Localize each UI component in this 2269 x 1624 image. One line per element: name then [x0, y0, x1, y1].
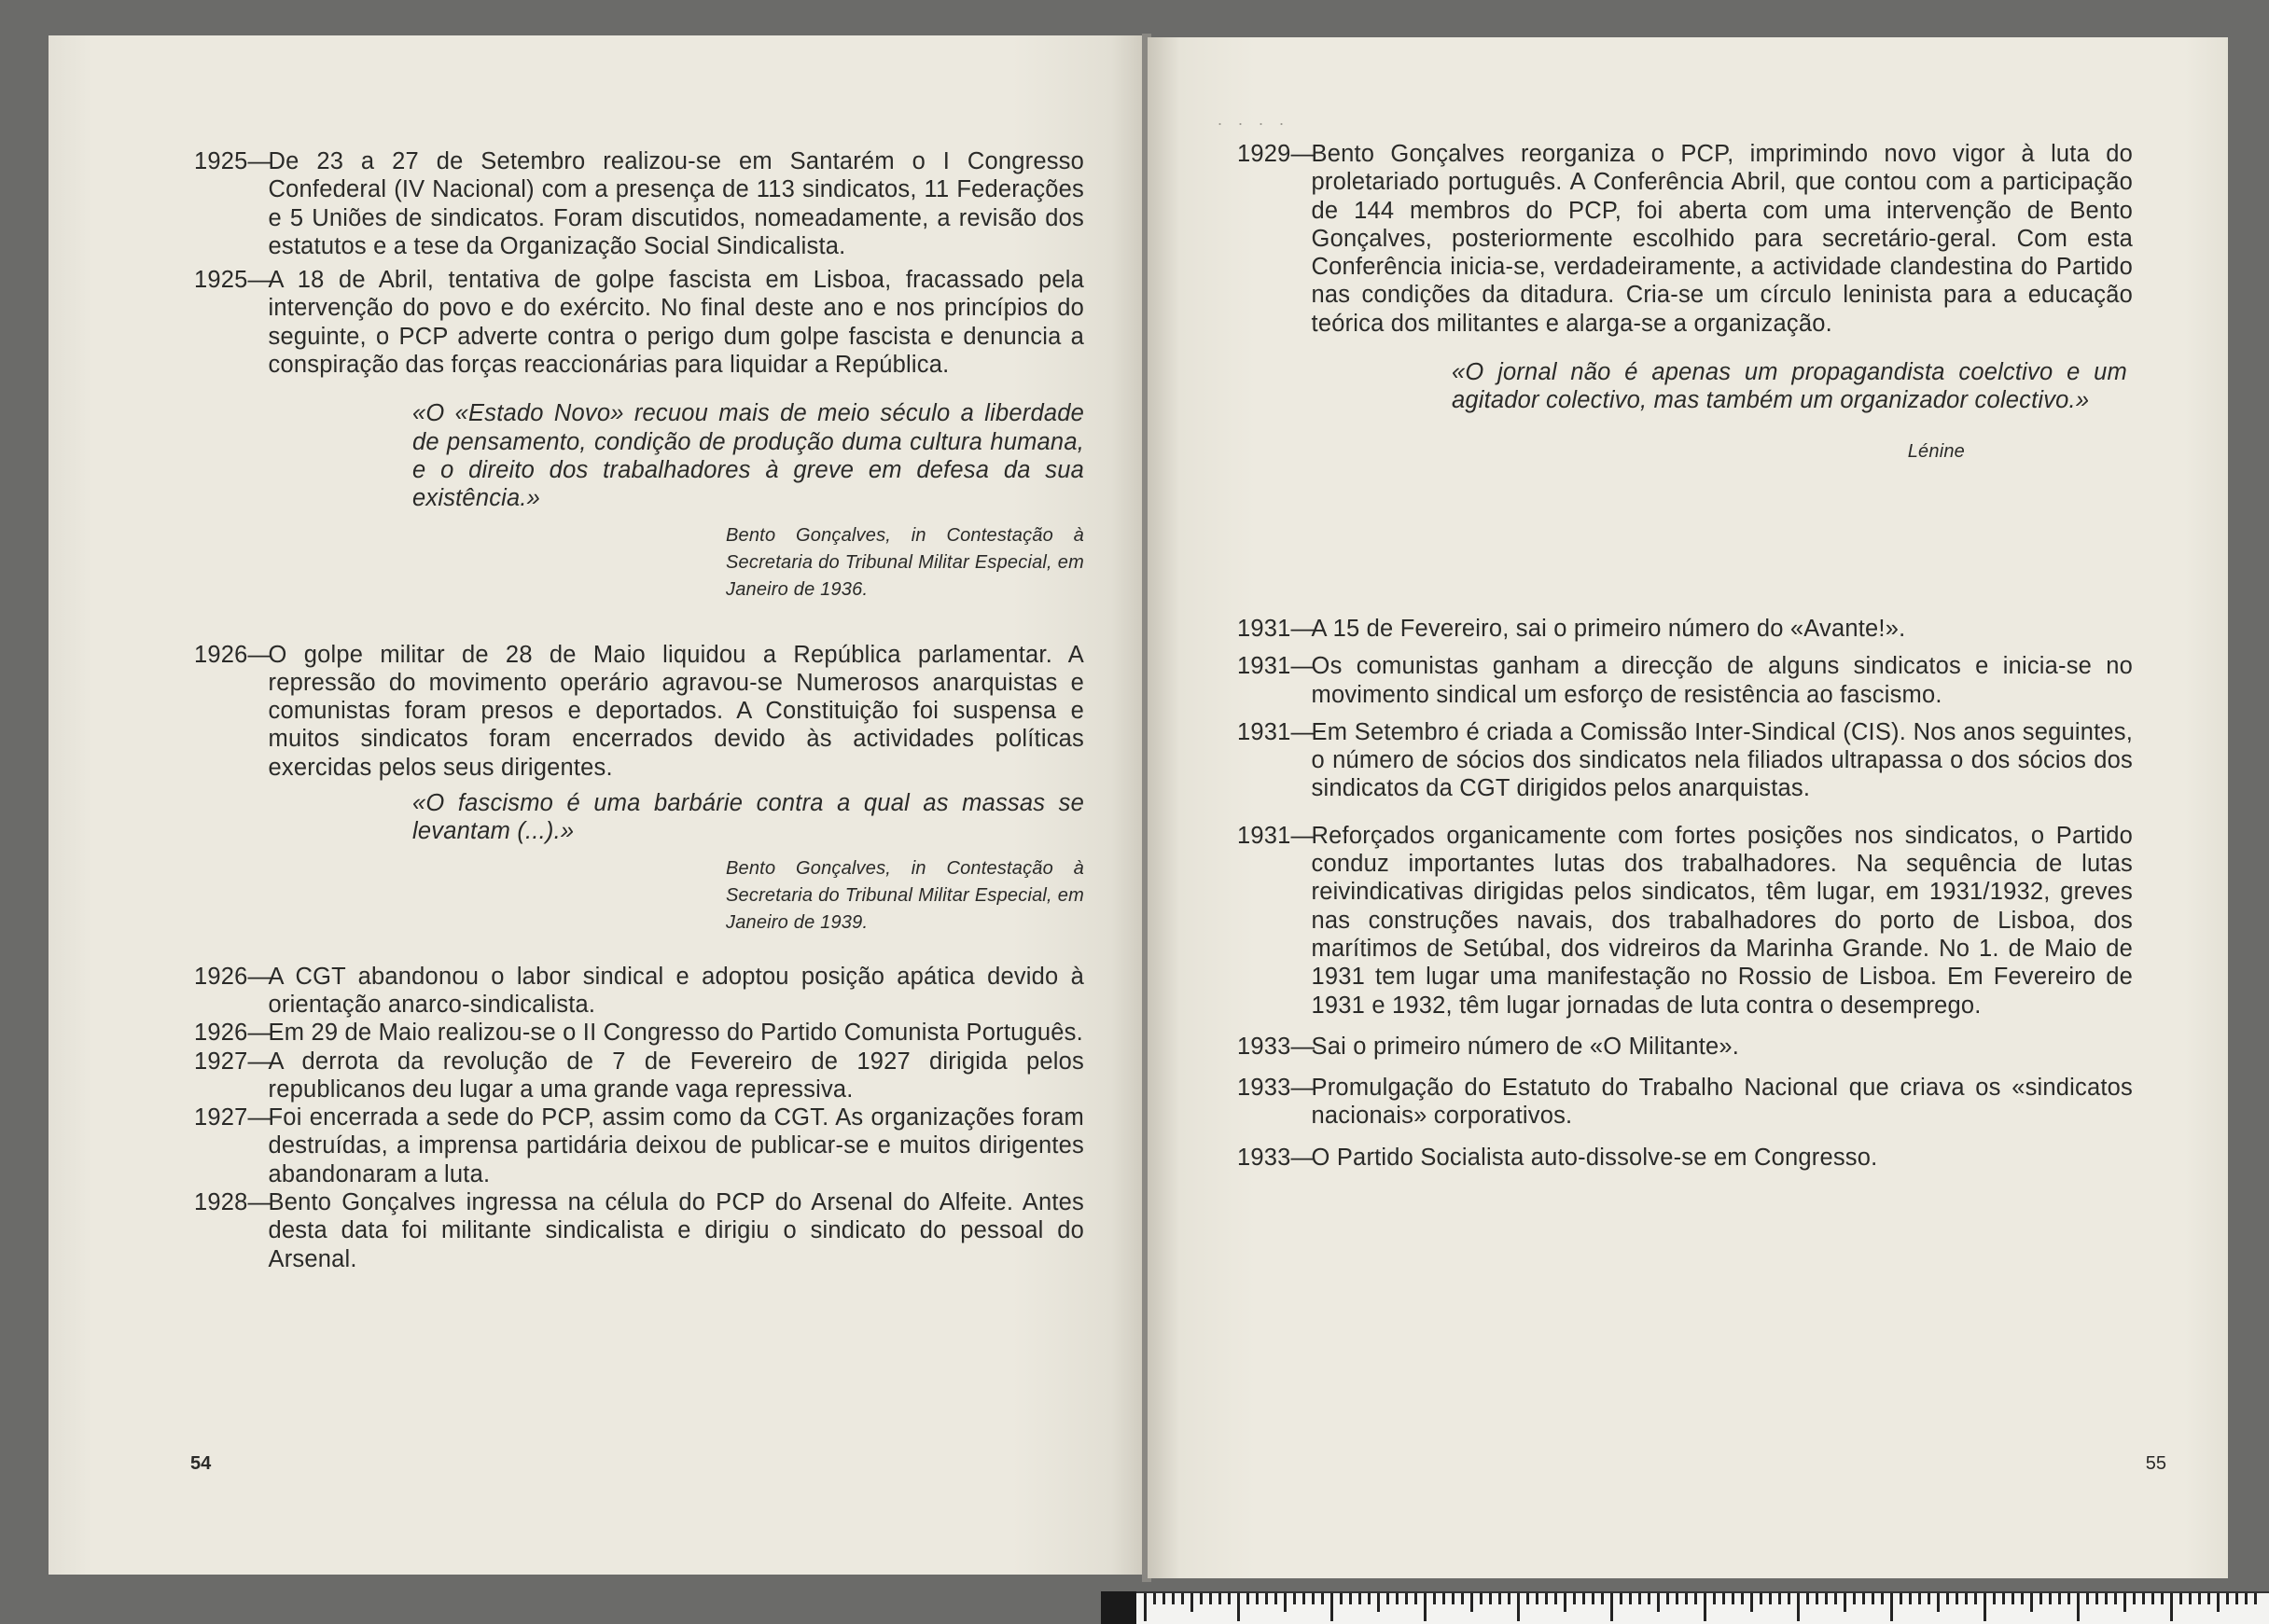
ruler-tick [1442, 1593, 1445, 1604]
quote: «O fascismo é uma barbárie contra a qual as massas se levantam (...).» [412, 790, 1084, 845]
ruler-tick [1900, 1593, 1902, 1604]
ruler-tick [2217, 1593, 2220, 1612]
entry-text: Promulgação do Estatuto do Trabalho Nacional que criava os «sindicatos nacionais» corporativos. [1311, 1075, 2133, 1130]
ruler-tick [2142, 1593, 2145, 1604]
ruler-tick [1573, 1593, 1576, 1604]
ruler-tick [1312, 1593, 1315, 1604]
timeline-entry [194, 1188, 1084, 1273]
ruler-tick [1890, 1593, 1893, 1621]
timeline-entry [194, 1019, 1084, 1047]
timeline-entry [194, 1048, 1084, 1104]
ruler-tick [1349, 1593, 1352, 1604]
ruler-tick [1881, 1593, 1884, 1604]
ruler-tick [1508, 1593, 1510, 1604]
ruler-tick [1825, 1593, 1828, 1604]
ruler-tick [2254, 1593, 2257, 1604]
left-page [49, 35, 1144, 1575]
ruler-tick [1909, 1593, 1912, 1604]
ruler-tick [1713, 1593, 1716, 1604]
timeline-entry [1237, 140, 2133, 338]
ruler-tick [1806, 1593, 1809, 1604]
ruler-tick [1153, 1593, 1156, 1604]
quote: «O jornal não é apenas um propagandista coelctivo e um agitador colectivo, mas também um organizador colectivo.» [1452, 359, 2127, 414]
entry-year: 1927 [194, 1048, 248, 1075]
timeline-entry [194, 266, 1084, 379]
ruler-tick [1172, 1593, 1175, 1604]
ruler-tick [1181, 1593, 1184, 1604]
ruler-tick [1928, 1593, 1930, 1604]
quote: «O «Estado Novo» recuou mais de meio século a liberdade de pensamento, condição de produção duma cultura humana, e o direito dos trabalhadores à greve em defesa da sua existência.» [412, 400, 1084, 512]
entry-dash: — [247, 1104, 272, 1131]
ruler-tick [1610, 1593, 1613, 1621]
ruler-tick [1162, 1593, 1165, 1604]
ruler-tick [1564, 1593, 1566, 1612]
entry-year: 1931 [1237, 718, 1291, 745]
timeline-entry [1237, 718, 2133, 803]
ruler-tick [2021, 1593, 2024, 1604]
entry-text: Reforçados organicamente com fortes posições nos sindicatos, o Partido conduz importantes lutas dos trabalhadores. Na sequência de lutas reivindicativas dirigidas pelos sindicatos, têm lugar, em 1931/1932, greves nas construções navais, dos trabalhadores do porto de Lisboa, dos marítimos de Setúbal, dos vidreiros da Marinha Grande. No 1. de Maio de 1931 tem lugar uma manifestação no Rossio de Lisboa. Em Fevereiro de 1931 e 1932, têm lugar jornadas de luta contra o desemprego. [1311, 822, 2133, 1019]
ruler-tick [2105, 1593, 2108, 1604]
timeline-entry [194, 1103, 1084, 1188]
ruler-tick [1470, 1593, 1473, 1612]
entry-year: 1933 [1237, 1075, 1291, 1102]
ruler-tick [1629, 1593, 1632, 1604]
entry-year: 1926 [194, 1020, 248, 1047]
ruler-tick [1946, 1593, 1949, 1604]
ruler-tick [1797, 1593, 1800, 1621]
ruler-tick [1778, 1593, 1781, 1604]
ruler-tick [2189, 1593, 2192, 1604]
ruler-tick [2245, 1593, 2248, 1604]
ruler-tick [1293, 1593, 1296, 1604]
ruler-tick [2123, 1593, 2126, 1612]
ruler-tick [2058, 1593, 2061, 1604]
ruler-tick [1489, 1593, 1492, 1604]
entry-year: 1926 [194, 641, 248, 668]
entry-dash: — [247, 1048, 272, 1075]
scan-ruler [1136, 1591, 2269, 1624]
ruler-tick [1620, 1593, 1622, 1604]
ruler-tick [2077, 1593, 2080, 1621]
ruler-tick [1246, 1593, 1249, 1604]
ruler-tick [1676, 1593, 1678, 1604]
ruler-tick [1582, 1593, 1585, 1604]
ruler-tick [1144, 1593, 1147, 1621]
ruler-tick [1545, 1593, 1548, 1604]
ruler-tick [1237, 1593, 1240, 1621]
quote-source: Bento Gonçalves, in Contestação à Secretaria do Tribunal Militar Especial, em Janeiro de 1936. [726, 524, 1084, 600]
entry-text: Os comunistas ganham a direcção de alguns sindicatos e inicia-se no movimento sindical um esforço de resistência ao fascismo. [1311, 653, 2133, 708]
entry-text: O Partido Socialista auto-dissolve-se em Congresso. [1311, 1144, 1878, 1171]
entry-dash: — [247, 1189, 272, 1216]
ruler-tick [1526, 1593, 1529, 1604]
ruler-tick [1592, 1593, 1594, 1604]
ruler-tick [1844, 1593, 1846, 1612]
entry-dash: — [247, 148, 272, 174]
ruler-tick [2198, 1593, 2201, 1604]
page-number: 54 [190, 1453, 212, 1474]
entry-year: 1933 [1237, 1033, 1291, 1060]
ruler-tick [1732, 1593, 1734, 1604]
ruler-tick [1853, 1593, 1856, 1604]
scan-scale-bar [1101, 1591, 1138, 1624]
right-page-column [1237, 140, 2133, 1177]
quote-source: Lénine [1907, 440, 1965, 462]
ruler-tick [1480, 1593, 1483, 1604]
entry-dash: — [1290, 1033, 1315, 1060]
ruler-tick [1330, 1593, 1333, 1621]
entry-text: Bento Gonçalves reorganiza o PCP, imprimindo novo vigor à luta do proletariado português. A Conferência Abril, que contou com a participação de 144 membros do PCP, foi aberta com uma intervenção de Bento Gonçalves, posteriormente escolhido para secretário-geral. Com esta Conferência inicia-se, verdadeiramente, a actividade clandestina do Partido nas condições da ditadura. Cria-se um círculo leninista para a educação teórica dos militantes e alarga-se a organização. [1311, 141, 2133, 337]
ruler-tick [2067, 1593, 2070, 1604]
ruler-tick [1209, 1593, 1212, 1604]
ruler-tick [1638, 1593, 1641, 1604]
ruler-tick [1760, 1593, 1762, 1604]
entry-text: Em 29 de Maio realizou-se o II Congresso do Partido Comunista Português. [268, 1020, 1083, 1047]
entry-year: 1927 [194, 1104, 248, 1131]
entry-year: 1929 [1237, 141, 1291, 167]
entry-dash: — [1290, 1144, 1315, 1171]
ruler-tick [2207, 1593, 2210, 1604]
ruler-tick [1321, 1593, 1324, 1604]
ruler-tick [2030, 1593, 2033, 1612]
ruler-tick [1536, 1593, 1538, 1604]
ruler-tick [1302, 1593, 1305, 1604]
ruler-tick [2095, 1593, 2098, 1604]
entry-year: 1933 [1237, 1144, 1291, 1171]
timeline-entry [194, 641, 1084, 782]
ruler-tick [1657, 1593, 1660, 1612]
entry-text: Foi encerrada a sede do PCP, assim como da CGT. As organizações foram destruídas, a imprensa partidária deixou de publicar-se e muitos dirigentes abandonaram a luta. [268, 1104, 1084, 1187]
timeline-entry [194, 963, 1084, 1020]
ruler-tick [2011, 1593, 2014, 1604]
ruler-tick [1405, 1593, 1408, 1604]
ruler-tick [1741, 1593, 1744, 1604]
entry-dash: — [247, 267, 272, 294]
ruler-tick [1200, 1593, 1203, 1604]
entry-text: De 23 a 27 de Setembro realizou-se em Santarém o I Congresso Confederal (IV Nacional) com a presença de 113 sindicatos, 11 Federações e 5 Uniões de sindicatos. Foram discutidos, nomeadamente, a revisão dos estatutos e a tese da Organização Social Sindicalista. [268, 148, 1084, 259]
ruler-tick [1284, 1593, 1287, 1612]
ruler-tick [1265, 1593, 1268, 1604]
ruler-tick [2161, 1593, 2164, 1604]
entry-year: 1931 [1237, 615, 1291, 642]
ruler-tick [1769, 1593, 1772, 1604]
entry-text: Em Setembro é criada a Comissão Inter-Sindical (CIS). Nos anos seguintes, o número de sócios dos sindicatos nela filiados ultrapassa o dos sócios dos sindicatos da CGT dirigidos pelos anarquistas. [1311, 718, 2133, 802]
ruler-tick [2039, 1593, 2042, 1604]
entry-text: O golpe militar de 28 de Maio liquidou a República parlamentar. A repressão do movimento operário agravou-se Numerosos anarquistas e comunistas foram presos e deportados. A Constituição foi suspensa e muitos sindicatos foram encerrados devido às actividades políticas exercidas pelos seus dirigentes. [268, 641, 1084, 781]
entry-dash: — [1290, 615, 1315, 642]
ruler-tick [1498, 1593, 1501, 1604]
ruler-tick [2049, 1593, 2052, 1604]
entry-text: A CGT abandonou o labor sindical e adoptou posição apática devido à orientação anarco-sindicalista. [268, 963, 1084, 1018]
entry-dash: — [247, 641, 272, 668]
entry-year: 1926 [194, 963, 248, 990]
entry-dash: — [1290, 1075, 1315, 1102]
ruler-tick [2086, 1593, 2089, 1604]
ruler-tick [1190, 1593, 1193, 1612]
ruler-tick [1368, 1593, 1371, 1604]
ruler-tick [1956, 1593, 1958, 1604]
ruler-tick [1974, 1593, 1977, 1604]
ruler-tick [1862, 1593, 1865, 1604]
faint-dots: . . . . [1218, 110, 1290, 129]
ruler-tick [1554, 1593, 1557, 1604]
entry-dash: — [1290, 822, 1315, 849]
ruler-tick [1834, 1593, 1837, 1604]
ruler-tick [2235, 1593, 2238, 1604]
ruler-tick [1274, 1593, 1277, 1604]
ruler-tick [1704, 1593, 1706, 1621]
ruler-tick [1648, 1593, 1650, 1604]
entry-year: 1928 [194, 1189, 248, 1216]
ruler-tick [1414, 1593, 1417, 1604]
ruler-tick [1666, 1593, 1669, 1604]
ruler-tick [1965, 1593, 1968, 1604]
entry-year: 1931 [1237, 653, 1291, 680]
ruler-tick [2133, 1593, 2136, 1604]
ruler-tick [1461, 1593, 1464, 1604]
entry-text: A 18 de Abril, tentativa de golpe fascista em Lisboa, fracassado pela intervenção do povo e do exército. No final deste ano e nos princípios do seguinte, o PCP adverte contra o perigo dum golpe fascista e denuncia a conspiração das forças reaccionárias para liquidar a República. [268, 267, 1084, 379]
ruler-tick [1601, 1593, 1604, 1604]
entry-text: Bento Gonçalves ingressa na célula do PCP do Arsenal do Alfeite. Antes desta data foi militante sindicalista e dirigiu o sindicato do pessoal do Arsenal. [268, 1189, 1084, 1272]
ruler-tick [1218, 1593, 1221, 1604]
entry-dash: — [1290, 141, 1315, 167]
ruler-tick [1228, 1593, 1231, 1604]
timeline-entry [1237, 1033, 2133, 1061]
entry-year: 1925 [194, 148, 248, 174]
entry-text: A 15 de Fevereiro, sai o primeiro número do «Avante!». [1311, 615, 1906, 642]
timeline-entry [194, 147, 1084, 260]
ruler-tick [1685, 1593, 1688, 1604]
ruler-tick [1694, 1593, 1697, 1604]
ruler-tick [1424, 1593, 1427, 1621]
entry-dash: — [1290, 718, 1315, 745]
page-number: 55 [2145, 1453, 2166, 1474]
ruler-tick [1396, 1593, 1399, 1604]
ruler-tick [1993, 1593, 1996, 1604]
ruler-tick [1256, 1593, 1259, 1604]
ruler-tick [2151, 1593, 2154, 1604]
ruler-tick [1937, 1593, 1940, 1612]
ruler-tick [1386, 1593, 1389, 1604]
entry-year: 1931 [1237, 822, 1291, 849]
ruler-tick [2179, 1593, 2182, 1604]
ruler-tick [1517, 1593, 1520, 1621]
timeline-entry [1237, 615, 2133, 643]
timeline-entry [1237, 1074, 2133, 1131]
quote-source: Bento Gonçalves, in Contestação à Secretaria do Tribunal Militar Especial, em Janeiro de 1939. [726, 857, 1084, 933]
right-page [1148, 37, 2228, 1578]
left-page-column [194, 147, 1084, 1273]
ruler-tick [1722, 1593, 1725, 1604]
timeline-entry [1237, 1144, 2133, 1172]
timeline-entry [1237, 822, 2133, 1020]
timeline-entry [1237, 652, 2133, 709]
ruler-tick [1358, 1593, 1361, 1604]
ruler-tick [1918, 1593, 1921, 1604]
entry-dash: — [1290, 653, 1315, 680]
ruler-tick [1340, 1593, 1343, 1604]
ruler-tick [1750, 1593, 1753, 1612]
entry-year: 1925 [194, 267, 248, 294]
entry-text: A derrota da revolução de 7 de Fevereiro de 1927 dirigida pelos republicanos deu lugar a uma grande vaga repressiva. [268, 1048, 1084, 1103]
ruler-tick [2170, 1593, 2173, 1621]
ruler-tick [1788, 1593, 1790, 1604]
entry-dash: — [247, 1020, 272, 1047]
ruler-tick [1452, 1593, 1455, 1604]
ruler-tick [1984, 1593, 1986, 1621]
entry-text: Sai o primeiro número de «O Militante». [1311, 1033, 1740, 1060]
ruler-tick [2002, 1593, 2005, 1604]
entry-dash: — [247, 963, 272, 990]
ruler-tick [2226, 1593, 2229, 1604]
ruler-tick [1433, 1593, 1436, 1604]
ruler-tick [1377, 1593, 1380, 1612]
ruler-tick [2114, 1593, 2117, 1604]
ruler-tick [1872, 1593, 1874, 1604]
ruler-tick [1816, 1593, 1818, 1604]
